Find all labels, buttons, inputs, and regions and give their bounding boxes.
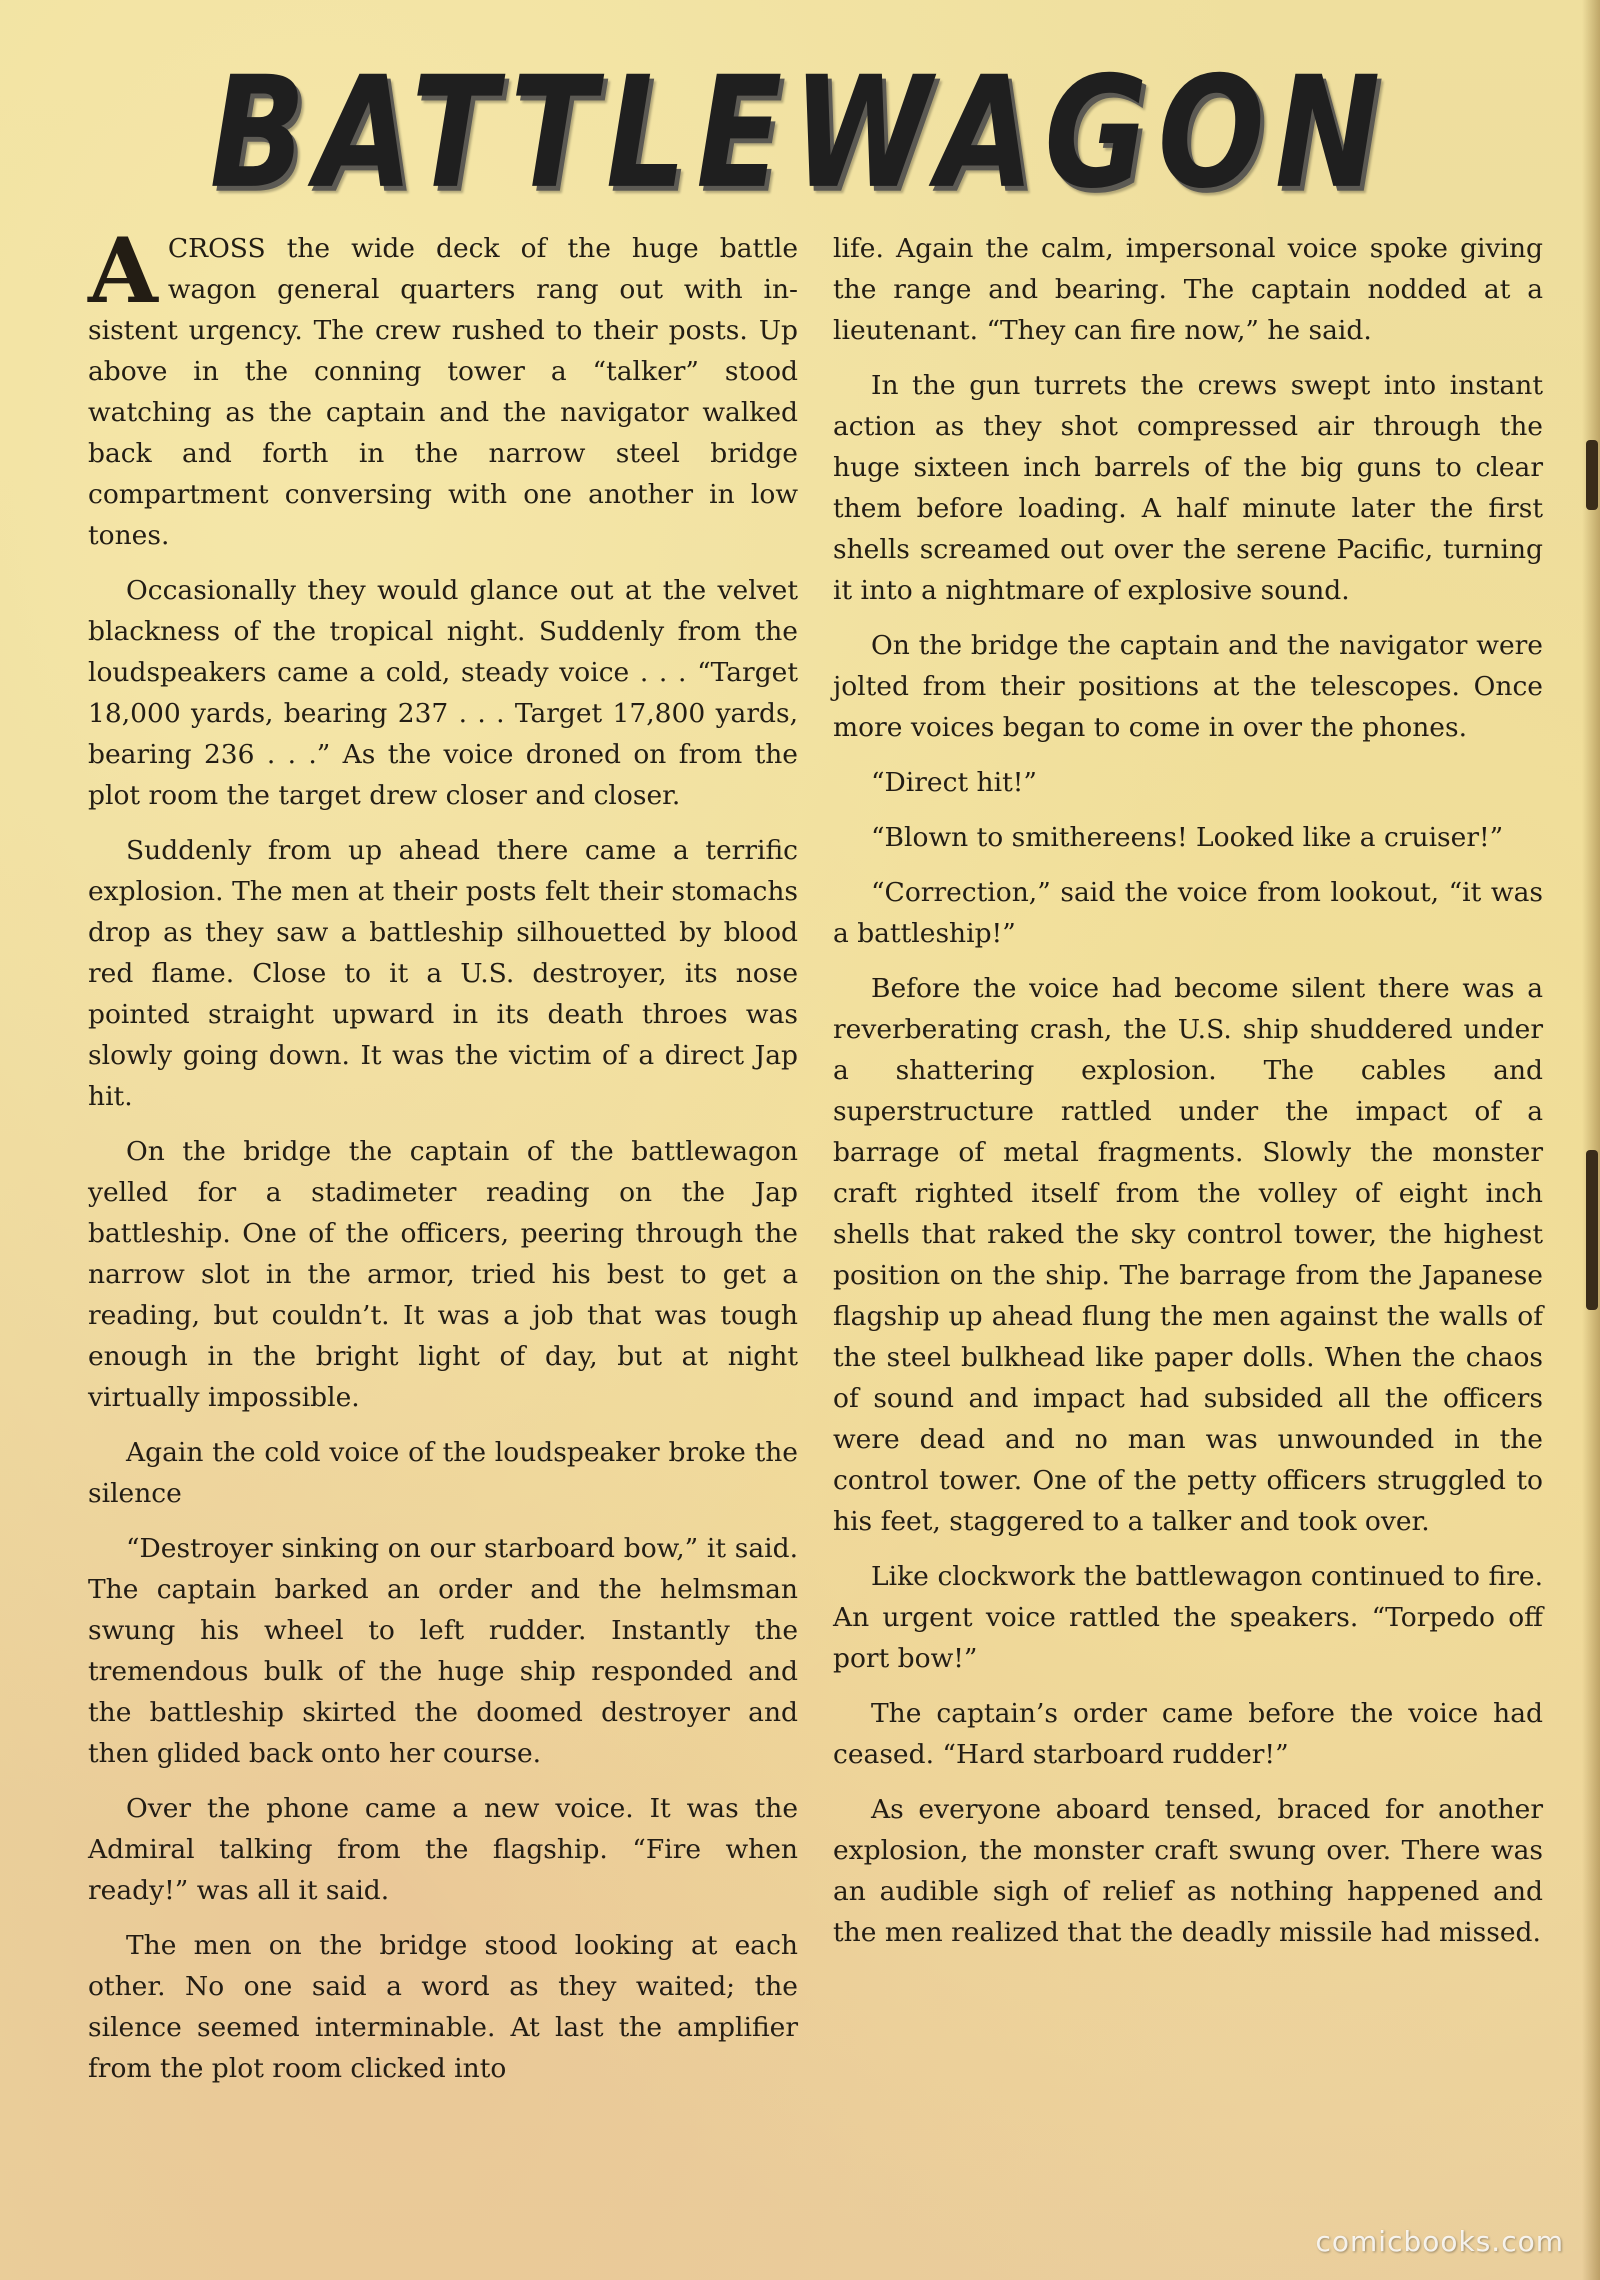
- paragraph: Over the phone came a new voice. It was the Admiral talking from the flagship. “Fire when ready!” was all it said.: [88, 1793, 798, 1906]
- story-title: BATTLEWAGON: [209, 43, 1391, 223]
- paragraph: Again the cold voice of the loudspeaker broke the silence: [88, 1437, 798, 1509]
- paragraph: Suddenly from up ahead there came a terrific explosion. The men at their posts felt their stomachs drop as they saw a battleship silhouetted by blood red flame. Close to it a U.S. destroyer, its nose pointed straight upward in its death throes was slowly going down. It was the victim of a direct Jap hit.: [88, 835, 798, 1112]
- watermark: comicbooks.com: [1315, 2225, 1564, 2258]
- paragraph: The captain’s order came before the voice had ceased. “Hard starboard rudder!”: [833, 1698, 1543, 1770]
- paragraph: “Correction,” said the voice from lookout, “it was a battleship!”: [833, 877, 1543, 949]
- drop-cap: A: [88, 218, 158, 324]
- edge-ink-mark: [1586, 440, 1598, 510]
- paragraph: “Destroyer sinking on our starboard bow,” it said. The captain barked an order and the helmsman swung his wheel to left rudder. Instantly the tremendous bulk of the huge ship responded and the battleship skirted the doomed destroyer and then glided back onto her course.: [88, 1533, 798, 1769]
- paragraph: “Blown to smithereens! Looked like a cruiser!”: [871, 822, 1504, 853]
- paragraph: As everyone aboard tensed, braced for another explosion, the monster craft swung over. There was an audible sigh of relief as nothing happened and the men realized that the deadly missile had missed.: [833, 1794, 1543, 1948]
- paragraph: On the bridge the captain of the battlewagon yelled for a stadimeter reading on the Jap battleship. One of the officers, peering through the narrow slot in the armor, tried his best to get a reading, but couldn’t. It was a job that was tough enough in the bright light of day, but at night virtually impossible.: [88, 1136, 798, 1413]
- page-edge: [1582, 0, 1600, 2280]
- paragraph: Occasionally they would glance out at the velvet blackness of the tropical night. Suddenly from the loudspeakers came a cold, steady voice . . . “Target 18,000 yards, bearing 237 . . . Target 17,800 yards, bearing 236 . . .” As the voice droned on from the plot room the target drew closer and closer.: [88, 575, 798, 811]
- paragraph: Like clockwork the battlewagon continued to fire. An urgent voice rattled the speakers. “Torpedo off port bow!”: [833, 1561, 1543, 1674]
- paragraph: [88, 218, 798, 556]
- paragraph: In the gun turrets the crews swept into instant action as they shot compressed air through the huge sixteen inch barrels of the big guns to clear them before loading. A half minute later the first shells screamed out over the serene Pacific, turning it into a nightmare of explosive sound.: [833, 370, 1543, 606]
- paragraph: life. Again the calm, impersonal voice spoke giving the range and bearing. The captain nodded at a lieutenant. “They can fire now,” he said.: [833, 233, 1543, 346]
- left-column: [88, 218, 798, 2103]
- paragraph-text: CROSS the wide deck of the huge battle wagon general quarters rang out with insistent urgency. The crew rushed to their posts. Up above in the conning tower a “talker” stood watching as the captain and the navigator walked back and forth in the narrow steel bridge compartment conversing with one another in low tones.: [88, 233, 798, 551]
- edge-ink-mark: [1586, 1150, 1598, 1310]
- paragraph: “Direct hit!”: [871, 767, 1037, 798]
- right-column: [833, 228, 1543, 1967]
- paragraph: Before the voice had become silent there was a reverberating crash, the U.S. ship shuddered under a shattering explosion. The cables and superstructure rattled under the impact of a barrage of metal fragments. Slowly the monster craft righted itself from the volley of eight inch shells that raked the sky control tower, the highest position on the ship. The barrage from the Japanese flagship up ahead flung the men against the walls of the steel bulkhead like paper dolls. When the chaos of sound and impact had subsided all the officers were dead and no man was unwounded in the control tower. One of the petty officers struggled to his feet, staggered to a talker and took over.: [833, 973, 1543, 1537]
- paragraph: On the bridge the captain and the navigator were jolted from their positions at the telescopes. Once more voices began to come in over the phones.: [833, 630, 1543, 743]
- paragraph: The men on the bridge stood looking at each other. No one said a word as they waited; the silence seemed interminable. At last the amplifier from the plot room clicked into: [88, 1930, 798, 2084]
